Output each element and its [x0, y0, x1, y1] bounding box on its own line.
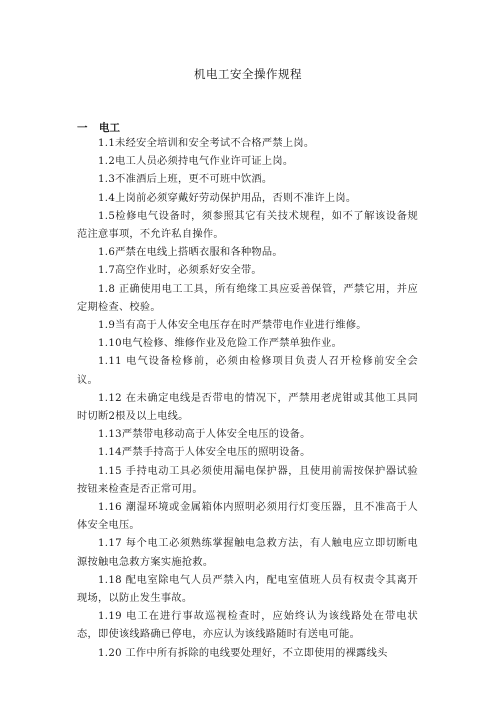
rule-paragraph: 1.14严禁手持高于人体安全电压的照明设备。	[98, 447, 311, 459]
section-title: 电工	[99, 122, 120, 134]
rule-paragraph: 1.11 电气设备检修前，必须由检修项目负责人召开检修前安全会议。	[77, 356, 418, 386]
rule-paragraph: 1.16 潮湿环境或金属箱体内照明必须用行灯变压器，且不准高于人体安全电压。	[77, 502, 418, 532]
rule-paragraph: 1.18 配电室除电气人员严禁入内，配电室值班人员有权责令其离开现场，以防止发生事故。	[77, 574, 418, 605]
rule-paragraph: 1.2电工人员必须持电气作业许可证上岗。	[98, 156, 294, 168]
rule-paragraph: 1.13严禁带电移动高于人体安全电压的设备。	[98, 429, 311, 441]
rule-paragraph: 1.19 电工在进行事故巡视检查时，应始终认为该线路处在带电状态，即使该线路确已停电，亦应认为该线路随时有送电可能。	[77, 611, 418, 641]
section-body	[77, 135, 418, 663]
section-heading	[77, 120, 120, 135]
rule-paragraph: 1.3不准酒后上班，更不可班中饮酒。	[98, 174, 273, 186]
rule-paragraph: 1.7高空作业时，必须系好安全带。	[98, 265, 262, 277]
rule-paragraph: 1.20 工作中所有拆除的电线要处理好，不立即使用的裸露线头	[98, 647, 388, 659]
rule-paragraph: 1.9当有高于人体安全电压存在时严禁带电作业进行维修。	[98, 320, 367, 332]
rule-paragraph: 1.17 每个电工必须熟练掌握触电急救方法，有人触电应立即切断电源按触电急救方案实施抢救。	[77, 538, 418, 568]
rule-paragraph: 1.6严禁在电线上搭晒衣服和各种物品。	[98, 247, 283, 259]
rule-paragraph: 1.5检修电气设备时，须参照其它有关技术规程，如不了解该设备规范注意事项，不允许私自操作。	[77, 210, 418, 241]
rule-paragraph: 1.4上岗前必须穿戴好劳动保护用品，否则不准许上岗。	[98, 192, 357, 204]
rule-paragraph: 1.10电气检修、维修作业及危险工作严禁单独作业。	[98, 338, 343, 350]
document-title: 机电工安全操作规程	[194, 67, 302, 81]
rule-paragraph: 1.8 正确使用电工工具，所有绝缘工具应妥善保管，严禁它用，并应定期检查、校验。	[77, 283, 418, 313]
rule-paragraph: 1.15 手持电动工具必须使用漏电保护器，且使用前需按保护器试验按钮来检查是否正常可用。	[77, 465, 418, 495]
section-number: 一	[77, 122, 88, 134]
rule-paragraph: 1.1未经安全培训和安全考试不合格严禁上岗。	[98, 138, 315, 149]
rule-paragraph: 1.12 在未确定电线是否带电的情况下，严禁用老虎钳或其他工具同时切断2根及以上电线。	[77, 392, 418, 423]
